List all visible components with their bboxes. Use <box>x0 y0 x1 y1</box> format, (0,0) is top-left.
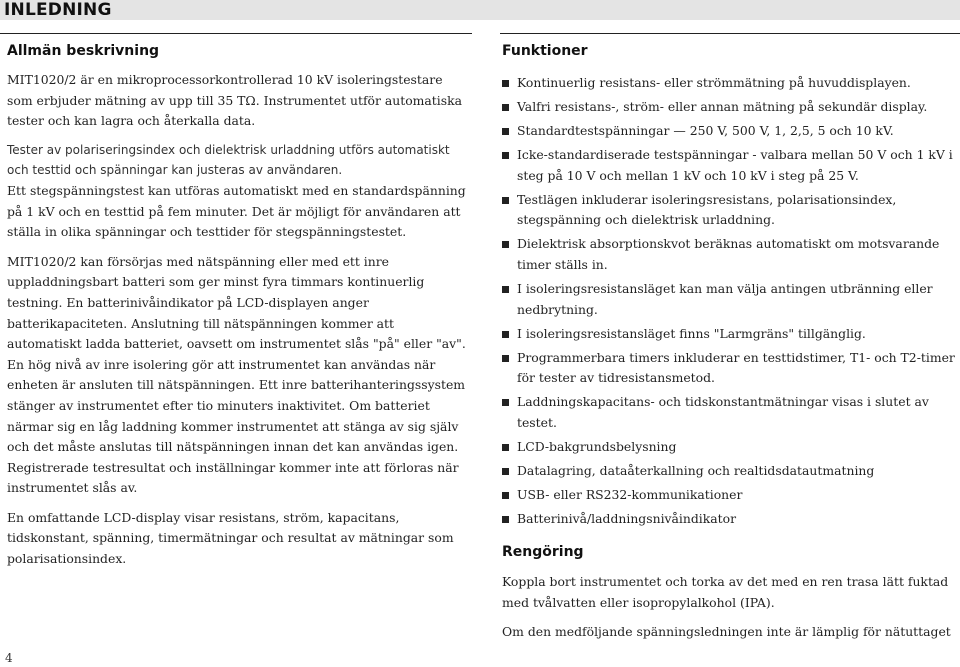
power-lead-paragraph: Om den medföljande spänningsledningen inte är lämplig för nätuttaget <box>502 624 951 639</box>
list-item: Icke-standardiserade testspänningar - valbara mellan 50 V och 1 kV i steg på 10 V och mellan 1 kV och 10 kV i steg på 25 V. <box>502 145 957 186</box>
cleaning-heading: Rengöring <box>502 544 584 560</box>
square-bullet-icon <box>502 241 509 248</box>
square-bullet-icon <box>502 128 509 135</box>
list-item: Kontinuerlig resistans- eller strömmätning på huvuddisplayen. <box>502 73 957 94</box>
list-item: Dielektrisk absorptionskvot beräknas automatiskt om motsvarande timer ställs in. <box>502 234 957 275</box>
intro-paragraph: MIT1020/2 är en mikroprocessorkontrollerad 10 kV isoleringstestare som erbjuder mätning av upp till 35 TΩ. Instrumentet utför automatiska tester och kan lagra och återkalla data. <box>7 72 462 129</box>
list-item: Testlägen inkluderar isoleringsresistans, polarisationsindex, stegspänning och dielektrisk urladdning. <box>502 190 957 231</box>
list-item: Datalagring, dataåterkallning och realtidsdatautmatning <box>502 461 957 482</box>
list-item: LCD-bakgrundsbelysning <box>502 437 957 458</box>
list-item: Standardtestspänningar — 250 V, 500 V, 1, 2,5, 5 och 10 kV. <box>502 121 957 142</box>
square-bullet-icon <box>502 399 509 406</box>
page-banner <box>0 0 960 20</box>
list-item: USB- eller RS232-kommunikationer <box>502 485 957 506</box>
list-item: Laddningskapacitans- och tidskonstantmätningar visas i slutet av testet. <box>502 392 957 433</box>
square-bullet-icon <box>502 152 509 159</box>
square-bullet-icon <box>502 355 509 362</box>
functions-heading: Funktioner <box>502 43 588 59</box>
cleaning-paragraph: Koppla bort instrumentet och torka av det med en ren trasa lätt fuktad med tvålvatten eller isopropylalkohol (IPA). <box>502 574 949 610</box>
left-section-rule <box>0 33 472 34</box>
list-item: I isoleringsresistansläget kan man välja antingen utbränning eller nedbrytning. <box>502 279 957 320</box>
square-bullet-icon <box>502 197 509 204</box>
square-bullet-icon <box>502 286 509 293</box>
step-voltage-paragraph: Ett stegspänningstest kan utföras automatiskt med en standardspänning på 1 kV och en testtid på fem minuter. Det är möjligt för användaren att ställa in olika spänningar och testtider för stegspänningstestet. <box>7 182 466 240</box>
square-bullet-icon <box>502 444 509 451</box>
left-column <box>7 70 469 579</box>
list-item: I isoleringsresistansläget finns "Larmgräns" tillgänglig. <box>502 324 957 345</box>
square-bullet-icon <box>502 516 509 523</box>
general-description-heading: Allmän beskrivning <box>7 43 160 59</box>
feature-list <box>502 73 957 533</box>
power-supply-paragraph: MIT1020/2 kan försörjas med nätspänning eller med ett inre uppladdningsbart batteri som ger minst fyra timmars kontinuerlig testning. En batterinivåindikator på LCD-displayen anger batterikapaciteten. Anslutning till nätspänningen kommer att automatiskt ladda batteriet, oavsett om instrumentet slås "på" eller "av". En hög nivå av inre isolering gör att instrumentet kan användas när enheten är ansluten till nätspänningen. Ett inre batterihanteringssystem stänger av instrumentet efter tio minuters inaktivitet. Om batteriet närmar sig en låg laddning kommer instrumentet att stänga av sig själv och det måste anslutas till nätspänningen innan det kan användas igen. Registrerade testresultat och inställningar kommer inte att förloras när instrumentet slås av. <box>7 253 466 496</box>
square-bullet-icon <box>502 104 509 111</box>
square-bullet-icon <box>502 80 509 87</box>
lcd-display-paragraph: En omfattande LCD-display visar resistans, ström, kapacitans, tidskonstant, spänning, timermätningar och resultat av mätningar som polarisationsindex. <box>7 509 454 567</box>
square-bullet-icon <box>502 468 509 475</box>
list-item: Valfri resistans-, ström- eller annan mätning på sekundär display. <box>502 97 957 118</box>
polarization-paragraph: Tester av polariseringsindex och dielektrisk urladdning utförs automatiskt och testtid och spänningar kan justeras av användaren. <box>7 142 450 178</box>
page-title: INLEDNING <box>4 0 112 20</box>
square-bullet-icon <box>502 492 509 499</box>
list-item: Programmerbara timers inkluderar en testtidstimer, T1- och T2-timer för tester av tidresistansmetod. <box>502 348 957 389</box>
square-bullet-icon <box>502 331 509 338</box>
list-item: Batterinivå/laddningsnivåindikator <box>502 509 957 530</box>
page-number: 4 <box>5 651 13 665</box>
right-section-rule <box>500 33 960 34</box>
